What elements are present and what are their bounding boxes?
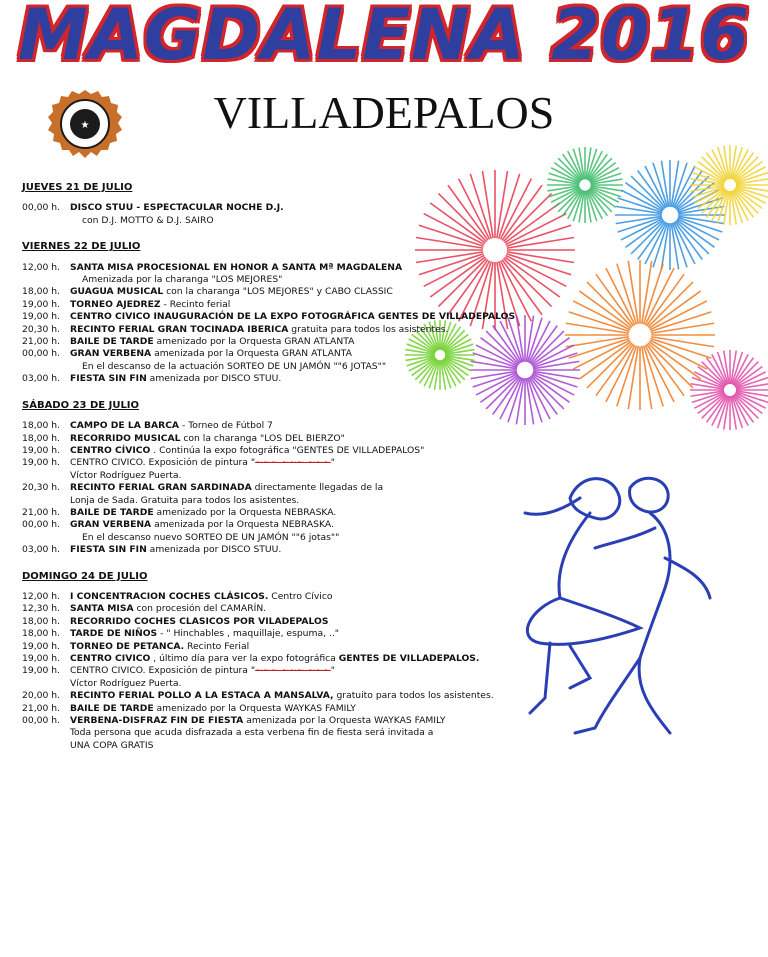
event-time: 21,00 h.	[22, 336, 60, 348]
event-row: Lonja de Sada. Gratuita para todos los asistentes.	[70, 494, 300, 506]
event-row	[22, 482, 582, 494]
event-time: 19,00 h.	[22, 311, 60, 323]
event-time: 00,00 h.	[22, 715, 60, 727]
event-time: 18,00 h.	[22, 420, 60, 432]
event-text: TORNEO AJEDREZ - Recinto ferial	[70, 298, 231, 310]
event-time: 03,00 h.	[22, 373, 60, 385]
event-text: BAILE DE TARDE amenizado por la Orquesta NEBRASKA.	[70, 506, 337, 518]
event-row: UNA COPA GRATIS	[70, 739, 154, 751]
event-text: CENTRO CIVICO , último día para ver la expo fotográfica GENTES DE VILLADEPALOS.	[70, 653, 480, 664]
bottle-cap-logo-icon	[46, 88, 124, 160]
event-text: CENTRO CIVICO INAUGURACIÓN DE LA EXPO FOTOGRÁFICA GENTES DE VILLADEPALOS	[70, 311, 516, 323]
event-text: FIESTA SIN FIN amenizada por DISCO STUU.	[70, 373, 282, 385]
event-row	[22, 603, 582, 615]
event-text: RECINTO FERIAL GRAN SARDINADA directamente llegadas de la	[70, 482, 384, 494]
event-time: 19,00 h.	[22, 457, 60, 469]
event-row	[22, 591, 582, 603]
event-row	[22, 690, 582, 702]
event-text: CENTRO CIVICO. Exposición de pintura "~~~ ~~~ ~~~"	[70, 665, 335, 677]
event-text: CENTRO CÍVICO . Continúa la expo fotográfica "GENTES DE VILLADEPALOS"	[70, 444, 425, 456]
event-time: 19,00 h.	[22, 653, 60, 664]
event-time: 19,00 h.	[22, 665, 60, 677]
event-text: TARDE DE NIÑOS - " Hinchables , maquillaje, espuma, .."	[70, 628, 339, 640]
event-text: I CONCENTRACION COCHES CLÁSICOS. Centro Cívico	[70, 590, 333, 602]
event-row	[22, 348, 582, 360]
firework-ray	[647, 274, 684, 326]
event-time: 21,00 h.	[22, 506, 60, 518]
event-time: 19,00 h.	[22, 298, 60, 310]
event-text: RECORRIDO COCHES CLASICOS POR VILADEPALOS	[70, 615, 329, 627]
event-text: BAILE DE TARDE amenizado por la Orquesta WAYKAS FAMILY	[70, 702, 356, 714]
event-row	[22, 286, 582, 298]
event-text: VERBENA-DISFRAZ FIN DE FIESTA amenizada por la Orquesta WAYKAS FAMILY	[70, 715, 446, 727]
event-row	[22, 715, 582, 727]
event-row	[22, 457, 582, 469]
event-text: GUAGUA MUSICAL con la charanga "LOS MEJORES" y CABO CLASSIC	[70, 286, 393, 298]
day-header: JUEVES 21 DE JULIO	[22, 182, 133, 193]
event-row	[22, 324, 582, 336]
event-row	[22, 336, 582, 348]
event-row	[22, 616, 582, 628]
event-text: SANTA MISA PROCESIONAL EN HONOR A SANTA Mª MAGDALENA	[70, 261, 403, 273]
event-text: GRAN VERBENA amenizada por la Orquesta NEBRASKA.	[70, 519, 334, 531]
program-list	[22, 182, 582, 766]
day-block	[22, 400, 582, 557]
day-block	[22, 182, 582, 227]
event-time: 00,00 h.	[22, 519, 60, 531]
event-text: FIESTA SIN FIN amenizada por DISCO STUU.	[70, 544, 282, 556]
event-row: Víctor Rodríguez Puerta.	[70, 677, 182, 689]
event-text: SANTA MISA con procesión del CAMARÍN.	[70, 603, 267, 615]
event-row: En el descanso de la actuación SORTEO DE UN JAMÓN ""6 JOTAS""	[82, 360, 387, 372]
event-time: 18,00 h.	[22, 615, 60, 627]
event-time: 12,00 h.	[22, 261, 60, 273]
event-row	[22, 262, 582, 274]
day-block	[22, 571, 582, 753]
day-header: SÁBADO 23 DE JULIO	[22, 399, 140, 411]
event-row	[22, 653, 582, 665]
event-row	[22, 420, 582, 432]
event-row	[22, 433, 582, 445]
event-text: CAMPO DE LA BARCA - Torneo de Fútbol 7	[70, 420, 273, 432]
event-text: BAILE DE TARDE amenizado por la Orquesta GRAN ATLANTA	[70, 336, 355, 348]
day-block	[22, 241, 582, 385]
event-row: Víctor Rodríguez Puerta.	[70, 469, 182, 481]
event-time: 12,00 h.	[22, 590, 60, 602]
event-text: RECORRIDO MUSICAL con la charanga "LOS DEL BIERZO"	[70, 432, 345, 444]
firework-ray	[649, 342, 701, 379]
event-time: 18,00 h.	[22, 286, 60, 298]
event-time: 12,30 h.	[22, 603, 60, 615]
event-time: 20,00 h.	[22, 690, 60, 702]
event-row	[22, 445, 582, 457]
day-header: DOMINGO 24 DE JULIO	[22, 570, 148, 582]
event-time: 21,00 h.	[22, 702, 60, 714]
event-time: 20,30 h.	[22, 323, 60, 335]
event-row	[22, 628, 582, 640]
event-time: 19,00 h.	[22, 444, 60, 456]
event-row: En el descanso nuevo SORTEO DE UN JAMÓN ""6 jotas""	[82, 531, 340, 543]
event-row	[22, 519, 582, 531]
event-row	[22, 311, 582, 323]
event-row	[22, 544, 582, 556]
event-row	[22, 373, 582, 385]
event-time: 18,00 h.	[22, 628, 60, 640]
event-time: 19,00 h.	[22, 640, 60, 652]
poster-subtitle: VILLADEPALOS	[213, 87, 555, 138]
event-text: RECINTO FERIAL GRAN TOCINADA IBERICA gratuita para todos los asistentes.	[70, 323, 449, 335]
event-time: 20,30 h.	[22, 482, 60, 494]
event-row: Amenizada por la charanga "LOS MEJORES"	[82, 274, 283, 286]
event-text: DISCO STUU - ESPECTACULAR NOCHE D.J.	[70, 202, 284, 214]
event-text: RECINTO FERIAL POLLO A LA ESTACA A MANSALVA, gratuito para todos los asistentes.	[70, 690, 494, 702]
svg-text:★: ★	[80, 120, 90, 131]
firework-ray	[579, 291, 631, 328]
event-text: CENTRO CIVICO. Exposición de pintura "~~~ ~~~ ~~~"	[70, 457, 335, 469]
event-time: 18,00 h.	[22, 432, 60, 444]
firework-ray	[579, 342, 631, 379]
event-time: 00,00 h.	[22, 348, 60, 360]
event-row	[22, 641, 582, 653]
event-row	[22, 299, 582, 311]
event-row	[22, 665, 582, 677]
event-row	[22, 507, 582, 519]
firework-ray	[596, 344, 633, 396]
event-text: TORNEO DE PETANCA. Recinto Ferial	[70, 640, 250, 652]
day-header: VIERNES 22 DE JULIO	[22, 241, 141, 253]
event-time: 00,00 h.	[22, 202, 60, 214]
event-time: 03,00 h.	[22, 544, 60, 556]
firework-ray	[647, 344, 684, 396]
event-row	[22, 703, 582, 715]
firework-ray	[649, 291, 701, 328]
event-text: GRAN VERBENA amenizada por la Orquesta GRAN ATLANTA	[70, 348, 352, 360]
event-row	[22, 202, 582, 214]
event-row: con D.J. MOTTO & D.J. SAIRO	[82, 214, 214, 226]
poster-title: MAGDALENA 2016	[18, 0, 750, 76]
event-row: Toda persona que acuda disfrazada a esta verbena fin de fiesta será invitada a	[70, 727, 434, 739]
firework-ray	[596, 274, 633, 326]
